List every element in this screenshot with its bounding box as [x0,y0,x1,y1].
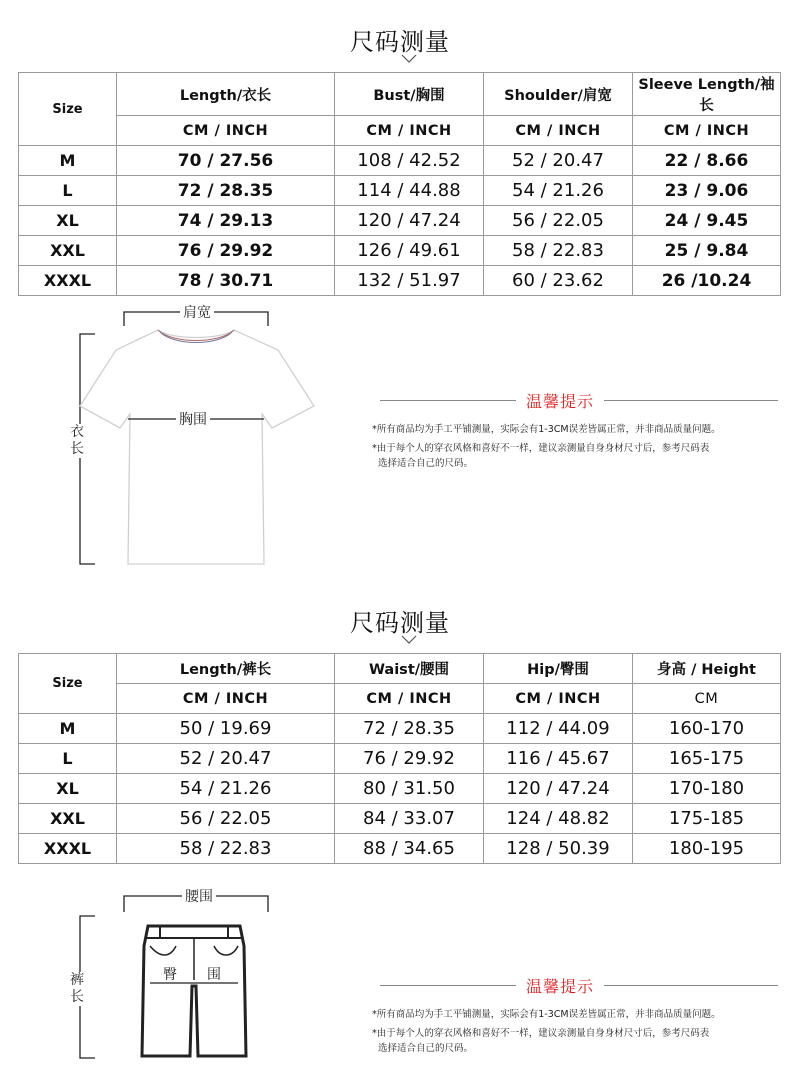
hip-label: 臀 [163,967,177,983]
unit-label: CM [633,684,781,714]
table-cell: 56 / 22.05 [484,206,633,236]
table-header-row [19,654,781,684]
table-cell: 88 / 34.65 [335,834,484,864]
table-row [19,744,781,774]
table-row [19,804,781,834]
size-label: L [19,744,117,774]
tips-title: 温馨提示 [516,974,604,997]
shoulder-label: 肩宽 [180,302,214,322]
table-cell: 76 / 29.92 [335,744,484,774]
table-row [19,714,781,744]
table-row [19,834,781,864]
table-cell: 170-180 [633,774,781,804]
table-cell: 120 / 47.24 [484,774,633,804]
table-cell: 74 / 29.13 [117,206,335,236]
table-cell: 52 / 20.47 [484,146,633,176]
column-header-height: 身高 / Height [633,654,781,684]
table-cell: 120 / 47.24 [335,206,484,236]
column-header-shoulder: Shoulder/肩宽 [484,73,633,116]
table-cell: 24 / 9.45 [633,206,781,236]
note-text: *由于每个人的穿衣风格和喜好不一样，建议亲测量自身身材尺寸后，参考尺码表 [372,443,710,454]
table-cell: 126 / 49.61 [335,236,484,266]
size-label: L [19,176,117,206]
note-text: 选择适合自己的尺码。 [378,458,474,469]
table-cell: 165-175 [633,744,781,774]
chest-label: 胸围 [176,409,210,429]
table-cell: 132 / 51.97 [335,266,484,296]
table-cell: 80 / 31.50 [335,774,484,804]
note-text: 选择适合自己的尺码。 [378,1043,474,1054]
table-row [19,146,781,176]
table-cell: 72 / 28.35 [117,176,335,206]
table-cell: 78 / 30.71 [117,266,335,296]
table-cell: 60 / 23.62 [484,266,633,296]
shorts-measure-diagram [0,876,800,1062]
table-cell: 58 / 22.83 [117,834,335,864]
column-header-bust: Bust/胸围 [335,73,484,116]
pants-section-title: 尺码测量 [350,609,450,637]
table-cell: 54 / 21.26 [117,774,335,804]
table-cell: 26 /10.24 [633,266,781,296]
table-cell: 84 / 33.07 [335,804,484,834]
table-row [19,774,781,804]
size-column-header: Size [19,73,117,146]
unit-label: CM / INCH [633,116,781,146]
unit-label: CM / INCH [484,684,633,714]
column-header-waist: Waist/腰围 [335,654,484,684]
size-label: XXL [19,804,117,834]
table-cell: 72 / 28.35 [335,714,484,744]
table-row [19,206,781,236]
table-cell: 112 / 44.09 [484,714,633,744]
table-row [19,236,781,266]
table-cell: 23 / 9.06 [633,176,781,206]
length-label: 衣长 [70,424,84,457]
unit-label: CM / INCH [335,684,484,714]
chevron-down-icon [401,635,417,645]
column-header-length: Length/衣长 [117,73,335,116]
size-label: XL [19,206,117,236]
table-cell: 116 / 45.67 [484,744,633,774]
table-cell: 25 / 9.84 [633,236,781,266]
length-label: 裤长 [70,972,84,1005]
size-label: XL [19,774,117,804]
unit-label: CM / INCH [117,684,335,714]
table-cell: 108 / 42.52 [335,146,484,176]
table-cell: 76 / 29.92 [117,236,335,266]
column-header-length: Length/裤长 [117,654,335,684]
note-text: *由于每个人的穿衣风格和喜好不一样，建议亲测量自身身材尺寸后，参考尺码表 [372,1028,710,1039]
column-header-hip: Hip/臀围 [484,654,633,684]
size-label: M [19,146,117,176]
table-cell: 124 / 48.82 [484,804,633,834]
table-row [19,176,781,206]
size-label: XXL [19,236,117,266]
table-unit-row [19,116,781,146]
table-cell: 22 / 8.66 [633,146,781,176]
table-cell: 50 / 19.69 [117,714,335,744]
size-column-header: Size [19,654,117,714]
note-text: *所有商品均为手工平铺测量，实际会有1-3CM误差皆属正常，并非商品质量问题。 [372,424,721,435]
tips-title: 温馨提示 [516,389,604,412]
size-label: M [19,714,117,744]
tops-size-table [18,72,781,296]
chevron-down-icon [401,54,417,64]
table-cell: 54 / 21.26 [484,176,633,206]
table-cell: 58 / 22.83 [484,236,633,266]
table-header-row [19,73,781,116]
table-cell: 52 / 20.47 [117,744,335,774]
table-cell: 114 / 44.88 [335,176,484,206]
table-cell: 70 / 27.56 [117,146,335,176]
unit-label: CM / INCH [484,116,633,146]
table-cell: 128 / 50.39 [484,834,633,864]
column-header-sleeve: Sleeve Length/袖长 [633,73,781,116]
note-text: *所有商品均为手工平铺测量，实际会有1-3CM误差皆属正常，并非商品质量问题。 [372,1009,721,1020]
unit-label: CM / INCH [335,116,484,146]
table-row [19,266,781,296]
hip-label: 围 [207,967,221,983]
table-unit-row [19,684,781,714]
table-cell: 56 / 22.05 [117,804,335,834]
unit-label: CM / INCH [117,116,335,146]
table-cell: 160-170 [633,714,781,744]
pants-size-table [18,653,781,864]
waist-label: 腰围 [182,886,216,906]
size-label: XXXL [19,834,117,864]
table-cell: 180-195 [633,834,781,864]
tops-section-title: 尺码测量 [350,28,450,56]
table-cell: 175-185 [633,804,781,834]
tshirt-measure-diagram [0,296,800,576]
size-label: XXXL [19,266,117,296]
